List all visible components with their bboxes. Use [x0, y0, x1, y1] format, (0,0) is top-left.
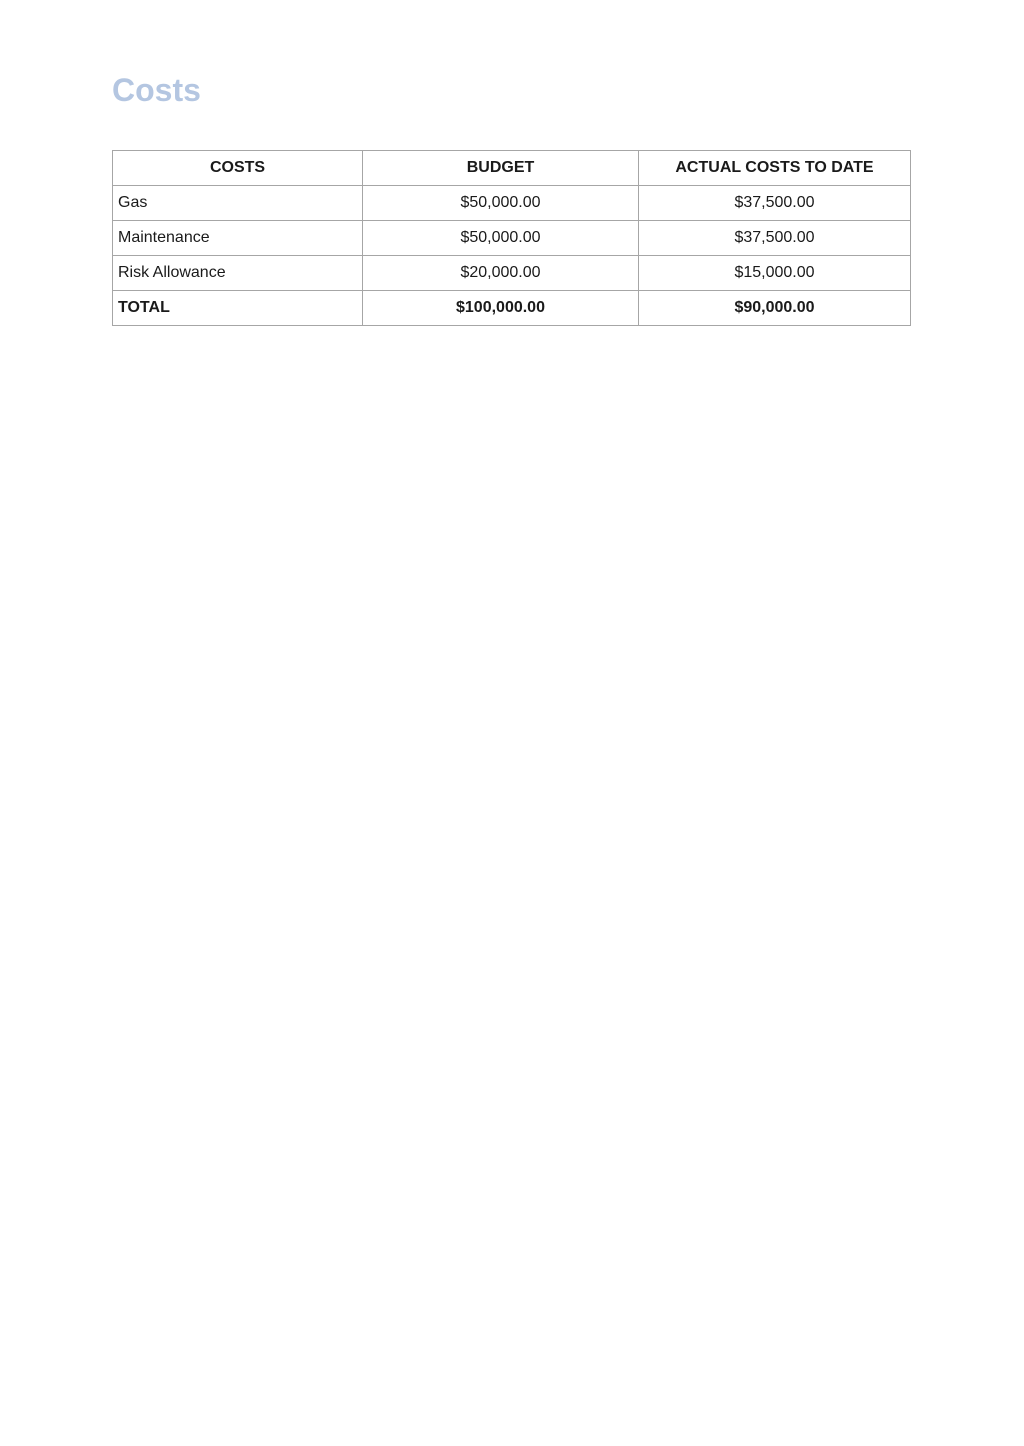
- column-header-budget: BUDGET: [363, 151, 639, 186]
- table-row: [113, 186, 911, 221]
- cost-item-cell: Gas: [113, 186, 363, 221]
- page-title: Costs: [112, 72, 201, 108]
- cost-item-cell: Maintenance: [113, 221, 363, 256]
- table-row: [113, 221, 911, 256]
- column-header-costs: COSTS: [113, 151, 363, 186]
- budget-cell: $50,000.00: [363, 186, 639, 221]
- actual-cost-cell: $37,500.00: [639, 221, 911, 256]
- total-budget-cell: $100,000.00: [363, 291, 639, 326]
- actual-cost-cell: $15,000.00: [639, 256, 911, 291]
- actual-cost-cell: $37,500.00: [639, 186, 911, 221]
- cost-item-cell: Risk Allowance: [113, 256, 363, 291]
- total-row: [113, 291, 911, 326]
- costs-table: [112, 150, 911, 326]
- total-actual-cell: $90,000.00: [639, 291, 911, 326]
- table-header-row: [113, 151, 911, 186]
- column-header-actual-costs: ACTUAL COSTS TO DATE: [639, 151, 911, 186]
- budget-cell: $50,000.00: [363, 221, 639, 256]
- total-label-cell: TOTAL: [113, 291, 363, 326]
- budget-cell: $20,000.00: [363, 256, 639, 291]
- table-row: [113, 256, 911, 291]
